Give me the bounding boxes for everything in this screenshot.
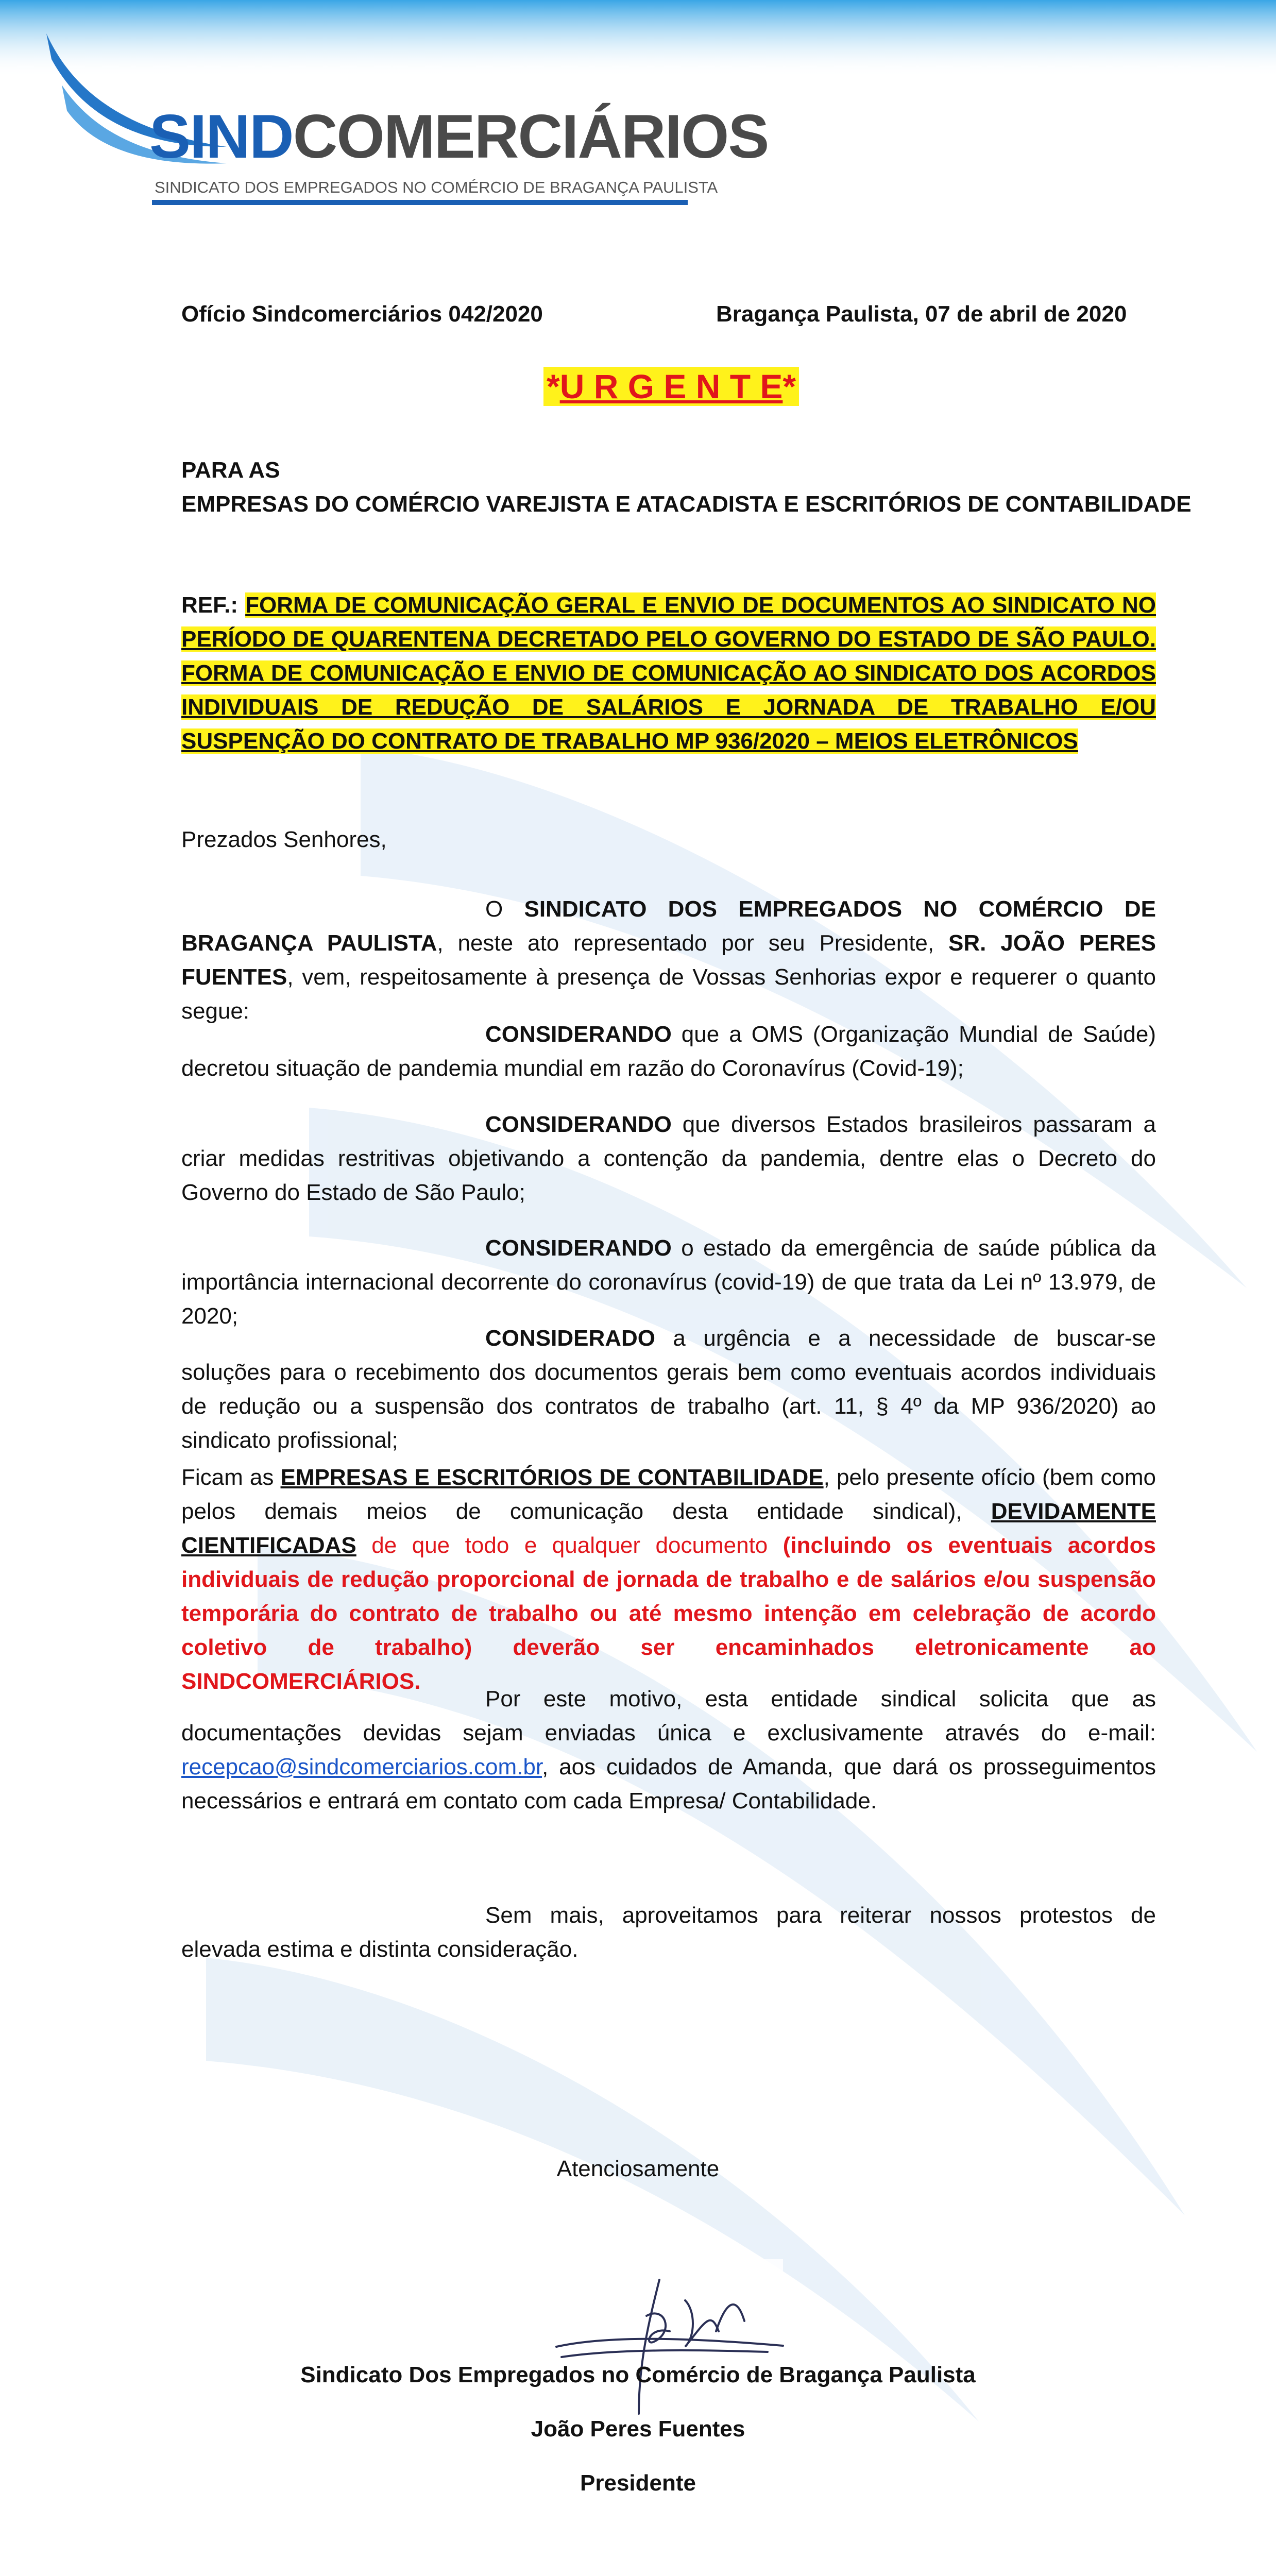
- ref-label: REF.:: [181, 592, 238, 618]
- urgent-word: U R G E N T E: [559, 367, 783, 405]
- considerando-4: CONSIDERADO a urgência e a necessidade de buscar-se soluções para o recebimento dos documentos gerais bem como eventuais acordos individuais de redução ou a suspensão dos contratos de trabalho (art. 11, § 4º da MP 936/2020) ao sindicato profissional;: [181, 1326, 1156, 1453]
- paragraph-email: Por este motivo, esta entidade sindical solicita que as documentações devidas sejam enviadas única e exclusivamente através do e-mail: recepcao@sindcomerciarios.com.br, aos cuidados de Amanda, que dará os prosseguimentos necessários e entrará em contato com cada Empresa/ Contabilidade.: [181, 1686, 1156, 1814]
- place-date: Bragança Paulista, 07 de abril de 2020: [716, 301, 1127, 327]
- logo-comerciarios: COMERCIÁRIOS: [293, 102, 769, 171]
- signature-title: Presidente: [580, 2470, 696, 2496]
- considerando-1: CONSIDERANDO que a OMS (Organização Mundial de Saúde) decretou situação de pandemia mundial em razão do Coronavírus (Covid-19);: [181, 1022, 1156, 1081]
- salutation: Prezados Senhores,: [181, 827, 387, 852]
- recipient-line-2: EMPRESAS DO COMÉRCIO VAREJISTA E ATACADISTA E ESCRITÓRIOS DE CONTABILIDADE: [181, 492, 1192, 517]
- paragraph-intro: O SINDICATO DOS EMPREGADOS NO COMÉRCIO DE BRAGANÇA PAULISTA, neste ato representado por seu Presidente, SR. JOÃO PERES FUENTES, vem, respeitosamente à presença de Vossas Senhorias expor e requerer o quanto segue:: [181, 896, 1156, 1024]
- closing-paragraph: Sem mais, aproveitamos para reiterar nossos protestos de elevada estima e distinta consideração.: [181, 1903, 1156, 1962]
- paragraph-notice: Ficam as EMPRESAS E ESCRITÓRIOS DE CONTABILIDADE, pelo presente ofício (bem como pelos demais meios de comunicação desta entidade sindical), DEVIDAMENTE CIENTIFICADAS de que todo e qualquer documento (incluindo os eventuais acordos individuais de redução proporcional de jornada de trabalho e de salários e/ou suspensão temporária do contrato de trabalho ou até mesmo intenção em celebração de acordo coletivo de trabalho) deverão ser encaminhados eletronicamente ao SINDCOMERCIÁRIOS.: [181, 1465, 1156, 1694]
- logo-sind: SIND: [149, 102, 293, 171]
- recipient: [181, 453, 1192, 521]
- handwritten-signature: [541, 2259, 788, 2424]
- ref-text: FORMA DE COMUNICAÇÃO GERAL E ENVIO DE DOCUMENTOS AO SINDICATO NO PERÍODO DE QUARENTENA DECRETADO PELO GOVERNO DO ESTADO DE SÃO PAULO. FORMA DE COMUNICAÇÃO E ENVIO DE COMUNICAÇÃO AO SINDICATO DOS ACORDOS INDIVIDUAIS DE REDUÇÃO DE SALÁRIOS E JORNADA DE TRABALHO E/OU SUSPENÇÃO DO CONTRATO DE TRABALHO MP 936/2020 – MEIOS ELETRÔNICOS: [181, 592, 1156, 754]
- considerando-3: CONSIDERANDO o estado da emergência de saúde pública da importância internacional decorrente do coronavírus (covid-19) de que trata da Lei nº 13.979, de 2020;: [181, 1235, 1156, 1329]
- signature-name: João Peres Fuentes: [531, 2416, 745, 2442]
- logo-subtitle: SINDICATO DOS EMPREGADOS NO COMÉRCIO DE BRAGANÇA PAULISTA: [155, 178, 718, 196]
- regards: Atenciosamente: [556, 2156, 720, 2181]
- signature-organization: Sindicato Dos Empregados no Comércio de Bragança Paulista: [300, 2362, 976, 2387]
- considerando-2: CONSIDERANDO que diversos Estados brasileiros passaram a criar medidas restritivas objetivando a contenção da pandemia, dentre elas o Decreto do Governo do Estado de São Paulo;: [181, 1112, 1156, 1205]
- reference: [181, 588, 1156, 758]
- email-link[interactable]: recepcao@sindcomerciarios.com.br: [181, 1754, 542, 1780]
- oficio-number: Ofício Sindcomerciários 042/2020: [181, 301, 543, 327]
- recipient-line-1: PARA AS: [181, 457, 280, 483]
- urgent-banner: *U R G E N T E*: [543, 367, 799, 406]
- logo-wordmark: [149, 100, 768, 173]
- logo-underline: [152, 200, 688, 205]
